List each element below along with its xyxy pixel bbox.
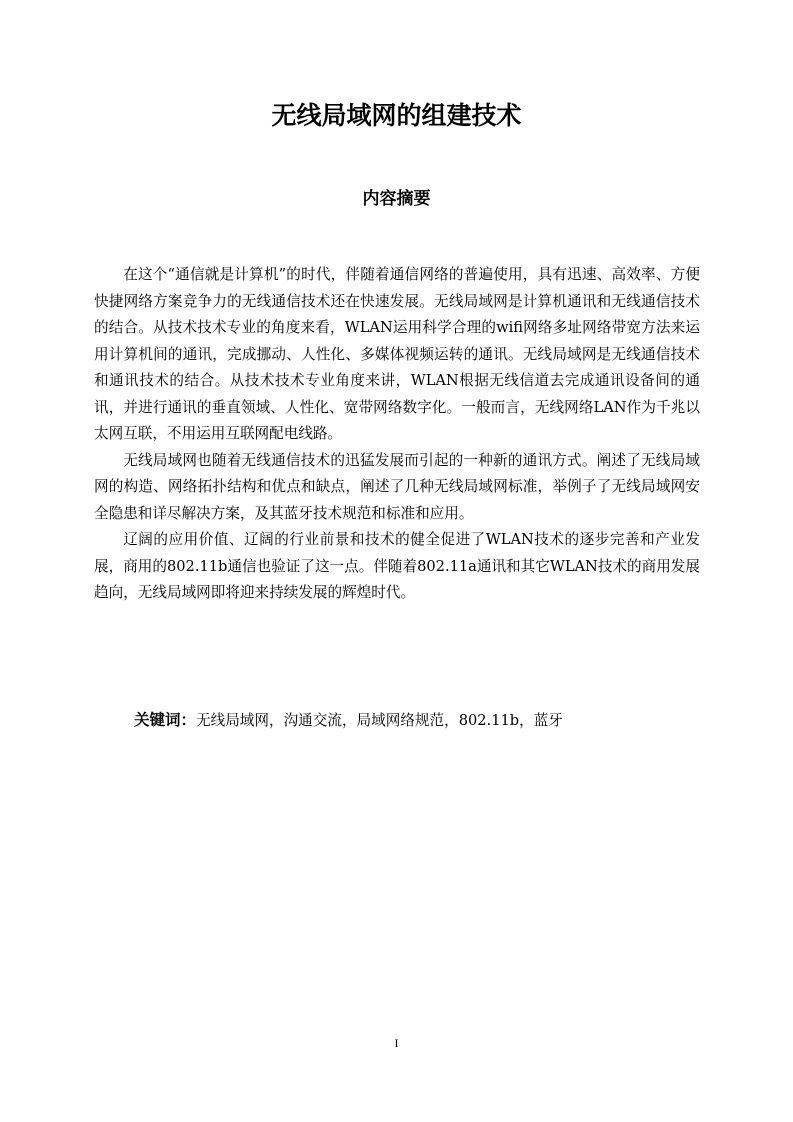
page-number: I: [394, 1036, 399, 1050]
abstract-paragraph-1: 在这个“通信就是计算机”的时代，伴随着通信网络的普遍使用，具有迅速、高效率、方便快捷网络方案竞争力的无线通信技术还在快速发展。无线局域网是计算机通讯和无线通信技术的结合。从技术技术专业的角度来看，WLAN运用科学合理的wifi网络多址网络带宽方法来运用计算机间的通讯，完成挪动、人性化、多媒体视频运转的通讯。无线局域网是无线通信技术和通讯技术的结合。从技术技术专业角度来讲，WLAN根据无线信道去完成通讯设备间的通讯，并进行通讯的垂直领域、人性化、宽带网络数字化。一般而言，无线网络LAN作为千兆以太网互联，不用运用互联网配电线路。: [94, 266, 700, 442]
abstract-heading: 内容摘要: [362, 189, 431, 209]
abstract-paragraph-3: 辽阔的应用价值、辽阔的行业前景和技术的健全促进了WLAN技术的逐步完善和产业发展，商用的802.11b通信也验证了这一点。伴随着802.11a通讯和其它WLAN技术的商用发展趋向，无线局域网即将迎来持续发展的辉煌时代。: [94, 531, 700, 601]
abstract-body: [94, 262, 700, 607]
keywords-line: [134, 707, 714, 734]
keywords-label: 关键词：: [134, 711, 197, 729]
document-title: 无线局域网的组建技术: [271, 101, 522, 130]
abstract-paragraph-2: 无线局域网也随着无线通信技术的迅猛发展而引起的一种新的通讯方式。阐述了无线局域网的构造、网络拓扑结构和优点和缺点，阐述了几种无线局域网标准，举例子了无线局域网安全隐患和详尽解决方案，及其蓝牙技术规范和标准和应用。: [94, 451, 700, 522]
keywords-text: 无线局域网，沟通交流，局域网络规范，802.11b，蓝牙: [196, 712, 563, 729]
